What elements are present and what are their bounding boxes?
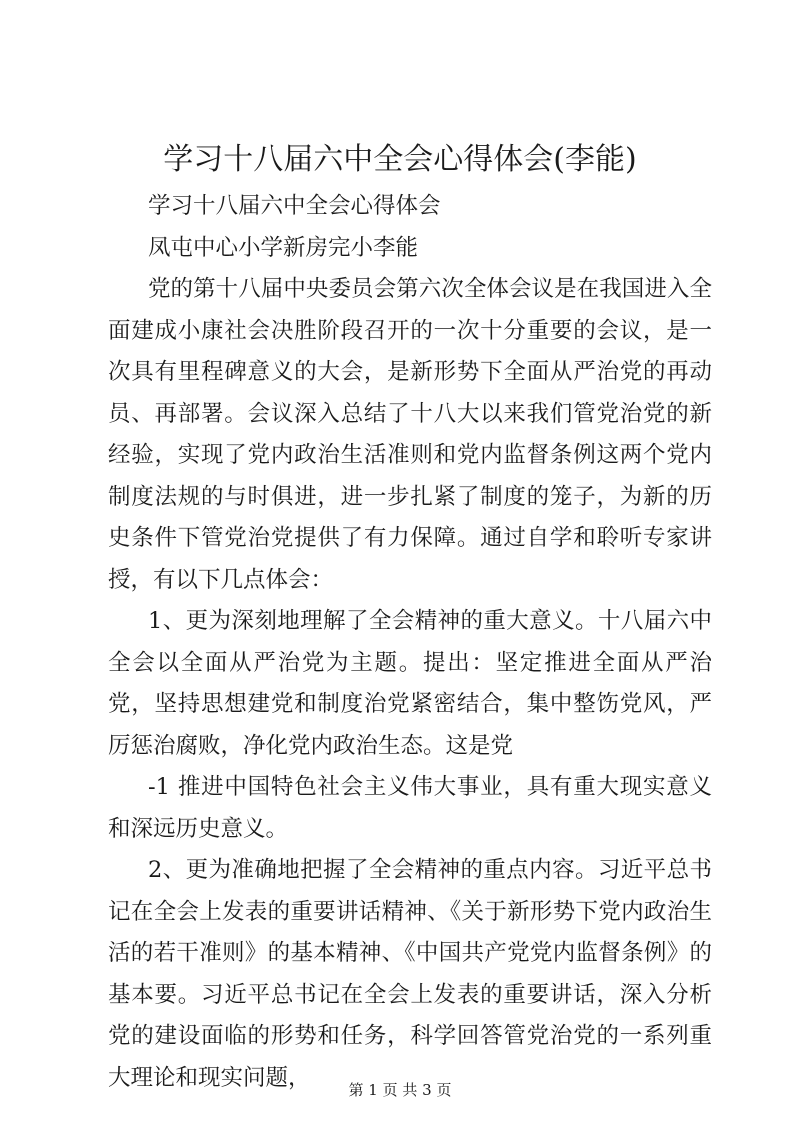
paragraph: 1、更为深刻地理解了全会精神的重大意义。十八届六中全会以全面从严治党为主题。提出：坚定推进全面从严治党，坚持思想建党和制度治党紧密结合，集中整饬党风，严厉惩治腐败，净化党内政治生态。这是党 bbox=[108, 608, 712, 759]
paragraph: -1 推进中国特色社会主义伟大事业，具有重大现实意义和深远历史意义。 bbox=[108, 774, 712, 842]
document-body bbox=[108, 186, 712, 1099]
subtitle: 学习十八届六中全会心得体会 bbox=[148, 193, 441, 219]
author-line: 凤屯中心小学新房完小李能 bbox=[148, 234, 419, 261]
paragraph: 2、更为准确地把握了全会精神的重点内容。习近平总书记在全会上发表的重要讲话精神、《关于新形势下党内政治生活的若干准则》的基本精神、《中国共产党党内监督条例》的基本要。习近平总书记在全会上发表的重要讲话，深入分析党的建设面临的形势和任务，科学回答管党治党的一系列重大理论和现实问题， bbox=[108, 857, 712, 1091]
document-title: 学习十八届六中全会心得体会(李能) bbox=[163, 142, 637, 177]
page-number-footer: 第 1 页 共 3 页 bbox=[348, 1081, 452, 1099]
paragraph: 党的第十八届中央委员会第六次全体会议是在我国进入全面建成小康社会决胜阶段召开的一次十分重要的会议，是一次具有里程碑意义的大会，是新形势下全面从严治党的再动员、再部署。会议深入总结了十八大以来我们管党治党的新经验，实现了党内政治生活准则和党内监督条例这两个党内制度法规的与时俱进，进一步扎紧了制度的笼子，为新的历史条件下管党治党提供了有力保障。通过自学和聆听专家讲授，有以下几点体会： bbox=[108, 276, 712, 593]
